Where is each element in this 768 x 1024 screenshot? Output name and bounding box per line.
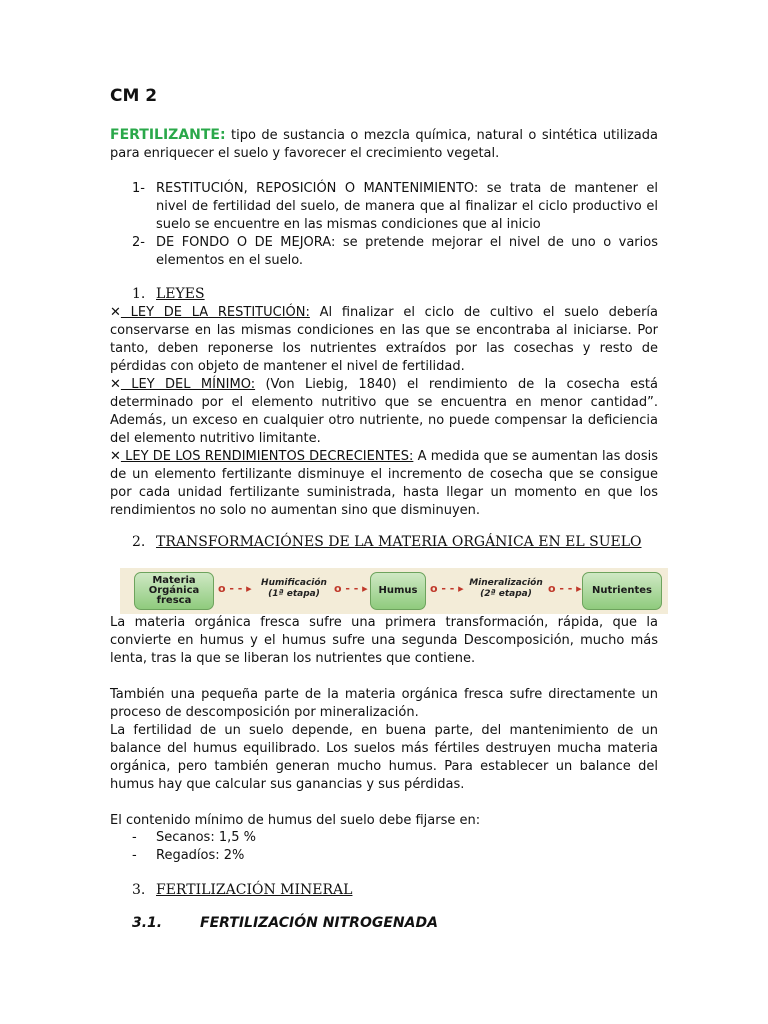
list-item <box>110 847 658 865</box>
step-line: (2ª etapa) <box>480 589 532 599</box>
list-text: RESTITUCIÓN, REPOSICIÓN O MANTENIMIENTO: se trata de mantener el nivel de fertilidad del suelo, de manera que al finalizar el ciclo productivo el suelo se encuentre en las mismas condiciones que al inicio <box>156 181 658 232</box>
paragraph-fertilidad: La fertilidad de un suelo depende, en buena parte, del mantenimiento de un balance del humus equilibrado. Los suelos más fértiles destruyen mucha materia orgánica, pero también generan mucho humus. Para establecer un balance del humus hay que calcular sus ganancias y sus pérdidas. <box>110 723 658 792</box>
subsection-heading-nitrogenada <box>132 915 438 931</box>
list-text: Regadíos: 2% <box>156 848 245 863</box>
box-materia-organica <box>134 572 214 610</box>
section-heading-leyes <box>132 286 205 302</box>
paragraph-contenido-minimo: El contenido mínimo de humus del suelo debe fijarse en: <box>110 813 481 828</box>
list-item <box>110 234 658 270</box>
fertilizante-term: FERTILIZANTE: <box>110 127 226 143</box>
list-text: DE FONDO O DE MEJORA: se pretende mejorar el nivel de uno o varios elementos en el suelo. <box>156 235 658 268</box>
cross-icon: ✕ <box>110 449 121 464</box>
law-text: A medida que se aumentan las dosis de un elemento fertilizante disminuye el incremento de cosecha que se consigue por cada unidad fertilizante suministrada, hasta llegar un momento en que los rendimientos no solo no aumentan sino que disminuyen. <box>110 449 658 518</box>
law-text: Al finalizar el ciclo de cultivo el suelo debería conservarse en las mismas condiciones en las que se encontraba al iniciarse. Por tanto, deben reponerse los nutrientes extraídos por las cosechas y resto de pérdidas con objeto de mantener el nivel de fertilidad. <box>110 305 659 374</box>
arrow-icon: o - - ▸ <box>218 582 252 595</box>
step-line: (1ª etapa) <box>268 589 320 599</box>
list-text: Secanos: 1,5 % <box>156 830 257 845</box>
organic-matter-diagram <box>120 568 668 614</box>
fertilizante-definition <box>110 126 658 163</box>
subsection-title: FERTILIZACIÓN NITROGENADA <box>200 915 438 931</box>
box-humus: Humus <box>370 572 426 610</box>
page-title: CM 2 <box>110 86 158 106</box>
section-heading-transformaciones <box>132 534 642 550</box>
list-number: 1- <box>132 181 145 196</box>
box-line: Materia <box>152 575 196 586</box>
laws-list <box>110 304 658 520</box>
cross-icon: ✕ <box>110 377 121 392</box>
paragraph-transformacion: La materia orgánica fresca sufre una primera transformación, rápida, que la convierte en humus y el humus sufre una segunda Descomposición, mucho más lenta, tras la que se liberan los nutrientes que contiene. <box>110 615 658 666</box>
step-humificacion <box>256 578 332 600</box>
law-name: LEY DEL MÍNIMO: <box>120 377 256 392</box>
section-number: 2. <box>132 534 146 550</box>
law-name: LEY DE LOS RENDIMIENTOS DECRECIENTES: <box>120 449 414 464</box>
subsection-number: 3.1. <box>132 915 163 931</box>
section-heading-fertilizacion-mineral <box>132 882 352 898</box>
law-rendimientos <box>110 448 658 520</box>
dash-bullet: - <box>132 848 137 863</box>
humus-min-list <box>110 829 658 865</box>
step-line: Mineralización <box>469 578 543 588</box>
list-number: 2- <box>132 235 145 250</box>
law-name: LEY DE LA RESTITUCIÓN: <box>120 305 310 320</box>
section-title: TRANSFORMACIÓNES DE LA MATERIA ORGÁNICA EN EL SUELO <box>156 534 642 550</box>
dash-bullet: - <box>132 830 137 845</box>
step-mineralizacion <box>464 578 548 600</box>
list-item <box>110 829 658 847</box>
fertilizante-text: tipo de sustancia o mezcla química, natural o sintética utilizada para enriquecer el suelo y favorecer el crecimiento vegetal. <box>110 128 658 161</box>
list-item <box>110 180 658 234</box>
arrow-icon: o - - ▸ <box>548 582 582 595</box>
box-nutrientes: Nutrientes <box>582 572 662 610</box>
paragraph-mineralizacion: También una pequeña parte de la materia orgánica fresca sufre directamente un proceso de descomposición por mineralización. <box>110 687 658 720</box>
section-number: 1. <box>132 286 146 302</box>
step-line: Humificación <box>261 578 327 588</box>
fertilizer-types-list <box>110 180 658 270</box>
section-title: FERTILIZACIÓN MINERAL <box>156 882 353 898</box>
cross-icon: ✕ <box>110 305 121 320</box>
section-number: 3. <box>132 882 146 898</box>
law-text: (Von Liebig, 1840) el rendimiento de la cosecha está determinado por el elemento nutritivo que se encuentra en menor cantidad”. Además, un exceso en cualquier otro nutriente, no puede compensar la deficiencia del elemento nutritivo limitante. <box>110 377 658 446</box>
law-minimo <box>110 376 658 448</box>
section-title: LEYES <box>156 286 205 302</box>
box-line: Orgánica <box>148 585 200 596</box>
arrow-icon: o - - ▸ <box>334 582 368 595</box>
law-restitucion <box>110 304 658 376</box>
arrow-icon: o - - ▸ <box>430 582 464 595</box>
box-line: fresca <box>156 595 192 606</box>
